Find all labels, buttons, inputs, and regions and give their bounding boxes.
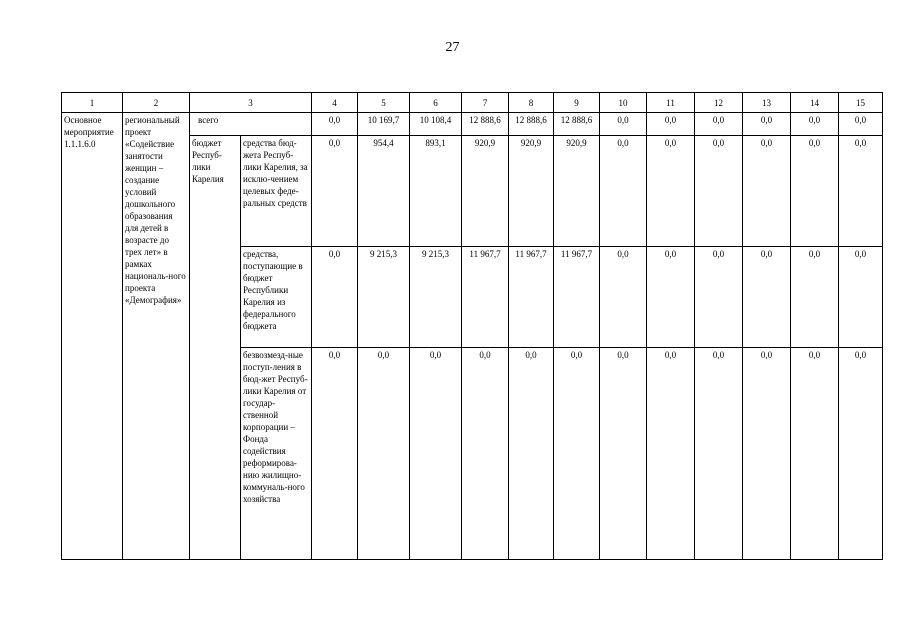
value-cell: 0,0	[791, 348, 839, 560]
value-cell: 0,0	[839, 247, 883, 348]
value-cell: 0,0	[647, 247, 695, 348]
value-cell: 12 888,6	[554, 113, 600, 136]
value-cell: 10 169,7	[358, 113, 410, 136]
value-cell: 0,0	[743, 136, 791, 247]
value-cell: 0,0	[600, 136, 647, 247]
header-row	[62, 93, 883, 113]
value-cell: 0,0	[743, 113, 791, 136]
value-cell: 11 967,7	[462, 247, 509, 348]
source-cell: средства, поступающие в бюджет Республики Карелия из федерального бюджета	[241, 247, 312, 348]
value-cell: 0,0	[410, 348, 462, 560]
value-cell: 0,0	[743, 348, 791, 560]
table-row-total	[62, 113, 883, 136]
value-cell: 0,0	[312, 348, 358, 560]
col-header: 9	[554, 93, 600, 113]
value-cell: 11 967,7	[509, 247, 554, 348]
event-cell: Основное мероприятие 1.1.1.6.0	[62, 113, 123, 560]
col-header: 6	[410, 93, 462, 113]
value-cell: 0,0	[647, 136, 695, 247]
value-cell: 0,0	[600, 247, 647, 348]
value-cell: 0,0	[695, 113, 743, 136]
value-cell: 0,0	[791, 113, 839, 136]
value-cell: 893,1	[410, 136, 462, 247]
value-cell: 0,0	[839, 136, 883, 247]
value-cell: 9 215,3	[410, 247, 462, 348]
value-cell: 0,0	[791, 136, 839, 247]
col-header: 5	[358, 93, 410, 113]
value-cell: 0,0	[358, 348, 410, 560]
value-cell: 0,0	[600, 348, 647, 560]
value-cell: 920,9	[462, 136, 509, 247]
value-cell: 0,0	[695, 136, 743, 247]
budget-cell: бюджет Респуб-лики Карелия	[190, 136, 241, 560]
col-header: 12	[695, 93, 743, 113]
value-cell: 0,0	[509, 348, 554, 560]
page-number: 27	[445, 40, 460, 55]
col-header: 2	[123, 93, 190, 113]
value-cell: 0,0	[554, 348, 600, 560]
value-cell: 11 967,7	[554, 247, 600, 348]
col-header: 3	[190, 93, 312, 113]
total-label: всего	[190, 113, 312, 136]
col-header: 1	[62, 93, 123, 113]
value-cell: 0,0	[743, 247, 791, 348]
col-header: 10	[600, 93, 647, 113]
value-cell: 0,0	[647, 113, 695, 136]
value-cell: 0,0	[791, 247, 839, 348]
value-cell: 12 888,6	[509, 113, 554, 136]
project-cell: региональный проект «Содействие занятости женщин – создание условий дошкольного образования для детей в возрасте до трех лет» в рамках националь-ного проекта «Демография»	[123, 113, 190, 560]
col-header: 11	[647, 93, 695, 113]
col-header: 4	[312, 93, 358, 113]
col-header: 8	[509, 93, 554, 113]
value-cell: 0,0	[695, 247, 743, 348]
source-cell: безвозмезд-ные поступ-ления в бюд-жет Респуб-лики Карелия от государ-ственной корпорации – Фонда содействия реформирова-нию жилищно-коммуналь-ного хозяйства	[241, 348, 312, 560]
source-cell: средства бюд-жета Респуб-лики Карелия, за исклю-чением целевых феде-ральных средств	[241, 136, 312, 247]
value-cell: 9 215,3	[358, 247, 410, 348]
value-cell: 12 888,6	[462, 113, 509, 136]
value-cell: 920,9	[509, 136, 554, 247]
budget-table	[61, 92, 883, 560]
col-header: 13	[743, 93, 791, 113]
value-cell: 0,0	[600, 113, 647, 136]
value-cell: 0,0	[312, 136, 358, 247]
value-cell: 0,0	[312, 113, 358, 136]
value-cell: 0,0	[647, 348, 695, 560]
value-cell: 920,9	[554, 136, 600, 247]
col-header: 14	[791, 93, 839, 113]
value-cell: 0,0	[839, 113, 883, 136]
value-cell: 0,0	[695, 348, 743, 560]
value-cell: 0,0	[462, 348, 509, 560]
col-header: 7	[462, 93, 509, 113]
value-cell: 0,0	[839, 348, 883, 560]
col-header: 15	[839, 93, 883, 113]
value-cell: 10 108,4	[410, 113, 462, 136]
value-cell: 0,0	[312, 247, 358, 348]
value-cell: 954,4	[358, 136, 410, 247]
